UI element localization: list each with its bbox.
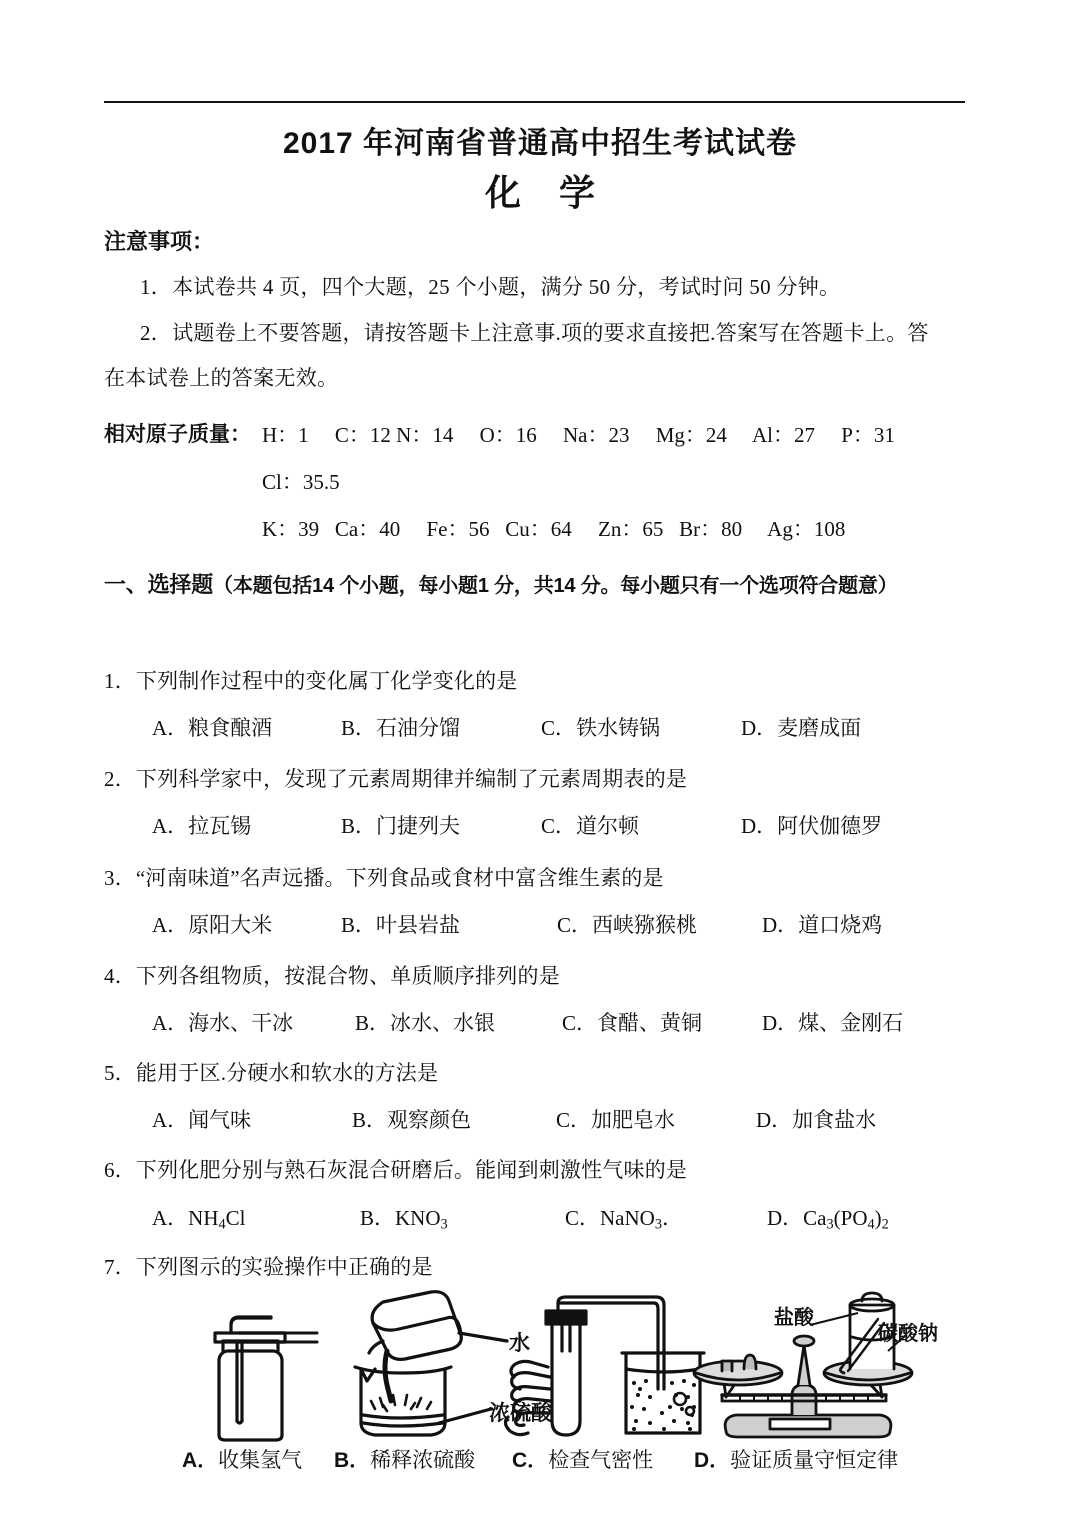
atomic-mass-row-3: K：39 Ca：40 Fe：56 Cu：64 Zn：65 Br：80 Ag：108: [262, 517, 846, 541]
option-text: 叶县岩盐: [376, 913, 461, 937]
question-6-number: 6．: [104, 1158, 136, 1182]
question-5-text: 能用于区.分硬水和软水的方法是: [135, 1061, 439, 1085]
option-text: 粮食酿酒: [188, 716, 273, 740]
option-label: B．: [355, 1011, 391, 1035]
question-7-number: 7．: [104, 1255, 136, 1279]
option-text: 煤、金刚石: [798, 1011, 904, 1035]
option-label: D．: [756, 1108, 793, 1132]
question-3-stem: [104, 862, 664, 892]
question-1-option-d[interactable]: [741, 712, 861, 742]
question-4-text: 下列各组物质，按混合物、单质顺序排列的是: [135, 964, 560, 988]
question-1-number: 1．: [104, 669, 136, 693]
question-3-option-a[interactable]: [152, 909, 272, 939]
option-label: D．: [762, 1011, 799, 1035]
option-text: 加肥皂水: [591, 1108, 676, 1132]
question-3-number: 3．: [104, 866, 136, 890]
question-1-stem: [104, 665, 518, 695]
option-text: 铁水铸锅: [576, 716, 661, 740]
option-label: B．: [334, 1449, 371, 1472]
test-tube-in-hand-icon: [504, 1293, 724, 1443]
notice-item-2-line-1: 2．试题卷上不要答题，请按答题卡上注意事.项的要求直接把.答案写在答题卡上。答: [140, 321, 929, 345]
option-label: A．: [152, 1206, 189, 1230]
option-text: 冰水、水银: [390, 1011, 496, 1035]
question-3-option-c[interactable]: [557, 909, 697, 939]
option-text: 拉瓦锡: [188, 814, 252, 838]
option-text: 稀释浓硫酸: [370, 1448, 476, 1472]
atomic-mass-row-2: Cl：35.5: [262, 470, 340, 494]
figure-d-mass-conservation-balance: [692, 1291, 952, 1448]
option-label: A．: [152, 913, 189, 937]
option-formula: $Ca_3(PO_4)_2$: [803, 1206, 889, 1233]
question-5-number: 5．: [104, 1061, 136, 1085]
balance-scale-icon: [692, 1291, 952, 1443]
option-text: 道口烧鸡: [798, 913, 883, 937]
subject-title: 化 学: [484, 172, 609, 213]
option-label: C．: [512, 1449, 549, 1472]
option-label: C．: [541, 716, 577, 740]
question-2-option-b[interactable]: [341, 810, 460, 840]
question-5-option-a[interactable]: [152, 1104, 251, 1134]
option-label: D．: [741, 814, 778, 838]
question-1-option-c[interactable]: [541, 712, 660, 742]
question-5-stem: [104, 1057, 438, 1087]
question-2-option-a[interactable]: [152, 810, 251, 840]
option-text: 道尔顿: [576, 814, 640, 838]
question-7-option-d[interactable]: [694, 1444, 898, 1474]
option-label: D．: [741, 716, 778, 740]
question-7-stem: [104, 1251, 433, 1281]
question-6-option-a[interactable]: [152, 1202, 246, 1234]
question-2-number: 2．: [104, 767, 136, 791]
option-formula: NaNO$_3$．: [600, 1206, 683, 1233]
option-label: B．: [341, 913, 377, 937]
atomic-mass-label: 相对原子质量：: [104, 423, 251, 446]
option-text: 西峡猕猴桃: [592, 913, 698, 937]
notice-heading: 注意事项：: [104, 229, 215, 254]
question-7-option-a[interactable]: [182, 1444, 302, 1474]
question-6-stem: [104, 1154, 687, 1184]
question-7-option-b[interactable]: [334, 1444, 475, 1474]
question-2-option-d[interactable]: [741, 810, 882, 840]
question-2-text: 下列科学家中，发现了元素周期律并编制了元素周期表的是: [135, 767, 688, 791]
question-4-stem: [104, 960, 560, 990]
question-7-figure-group: [104, 1285, 965, 1445]
option-label: A．: [152, 1011, 189, 1035]
question-6-option-c[interactable]: [565, 1202, 683, 1234]
question-7-option-c[interactable]: [512, 1444, 653, 1474]
question-6-option-b[interactable]: [360, 1202, 448, 1234]
section-note: （本题包括14 个小题，每小题1 分，共14 分。每小题只有一个选项符合题意）: [213, 575, 898, 597]
option-label: C．: [565, 1206, 601, 1230]
option-text: 原阳大米: [188, 913, 273, 937]
option-text: 加食盐水: [792, 1108, 877, 1132]
option-label: C．: [557, 913, 593, 937]
question-4-option-c[interactable]: [562, 1007, 702, 1037]
notice-item-1: 1．本试卷共 4 页，四个大题，25 个小题，满分 50 分，考试时问 50 分钟。: [140, 275, 841, 299]
option-label: C．: [556, 1108, 592, 1132]
option-text: 观察颜色: [387, 1108, 472, 1132]
option-text: 闻气味: [188, 1108, 252, 1132]
section-title: 一、选择题: [104, 572, 214, 597]
option-label: B．: [352, 1108, 388, 1132]
option-label: B．: [341, 814, 377, 838]
question-3-option-b[interactable]: [341, 909, 460, 939]
question-1-option-b[interactable]: [341, 712, 460, 742]
atomic-mass-row-1: H：1 C：12 N：14 O：16 Na：23 Mg：24 Al：27 P：31: [262, 423, 895, 447]
header-divider-rule: [104, 101, 965, 103]
question-3-option-d[interactable]: [762, 909, 882, 939]
page-title: 2017 年河南省普通高中招生考试试卷: [282, 127, 798, 160]
option-text: 食醋、黄铜: [597, 1011, 703, 1035]
option-text: 阿伏伽德罗: [777, 814, 883, 838]
question-4-option-a[interactable]: [152, 1007, 293, 1037]
question-2-stem: [104, 763, 687, 793]
option-text: 麦磨成面: [777, 716, 862, 740]
option-label: B．: [341, 716, 377, 740]
option-text: 石油分馏: [376, 716, 461, 740]
figure-c-airtightness-check: [504, 1293, 724, 1448]
question-4-option-d[interactable]: [762, 1007, 903, 1037]
option-label: D．: [762, 913, 799, 937]
section-heading: [104, 568, 898, 599]
option-label: A．: [152, 716, 189, 740]
gas-collection-bottle-icon: [179, 1303, 329, 1443]
question-3-text: “河南味道”名声远播。下列食品或食材中富含维生素的是: [135, 866, 664, 890]
option-label: C．: [562, 1011, 598, 1035]
figure-d-hydrochloric-acid-label: 盐酸: [774, 1307, 814, 1329]
figure-b-water-label: 水: [509, 1332, 530, 1355]
option-label: B．: [360, 1206, 396, 1230]
figure-b-sulfuric-acid-label: 浓硫酸: [489, 1402, 552, 1425]
question-1-text: 下列制作过程中的变化属丁化学变化的是: [135, 669, 518, 693]
notice-item-2-line-2: 在本试卷上的答案无效。: [104, 366, 339, 390]
question-4-option-b[interactable]: [355, 1007, 495, 1037]
option-formula: $KNO_3$: [395, 1206, 448, 1233]
option-text: 收集氢气: [218, 1448, 303, 1472]
question-2-option-c[interactable]: [541, 810, 639, 840]
option-label: D．: [694, 1449, 731, 1472]
option-label: C．: [541, 814, 577, 838]
question-4-number: 4．: [104, 964, 136, 988]
question-6-text: 下列化肥分别与熟石灰混合研磨后。能闻到刺激性气味的是: [135, 1158, 688, 1182]
figure-a-gas-collection-bottle: [179, 1303, 329, 1448]
option-label: A．: [182, 1449, 219, 1472]
option-text: 海水、干冰: [188, 1011, 294, 1035]
option-label: A．: [152, 1108, 189, 1132]
option-label: A．: [152, 814, 189, 838]
question-6-option-d[interactable]: [767, 1202, 889, 1234]
figure-d-sodium-carbonate-label: 碳酸钠: [878, 1323, 938, 1345]
option-text: 检查气密性: [548, 1448, 654, 1472]
option-formula: $NH_4Cl$: [188, 1206, 246, 1233]
question-5-option-c[interactable]: [556, 1104, 675, 1134]
question-1-option-a[interactable]: [152, 712, 272, 742]
option-text: 门捷列夫: [376, 814, 461, 838]
question-5-option-d[interactable]: [756, 1104, 876, 1134]
question-5-option-b[interactable]: [352, 1104, 471, 1134]
option-label: D．: [767, 1206, 804, 1230]
question-7-text: 下列图示的实验操作中正确的是: [135, 1255, 433, 1279]
option-text: 验证质量守恒定律: [730, 1448, 899, 1472]
